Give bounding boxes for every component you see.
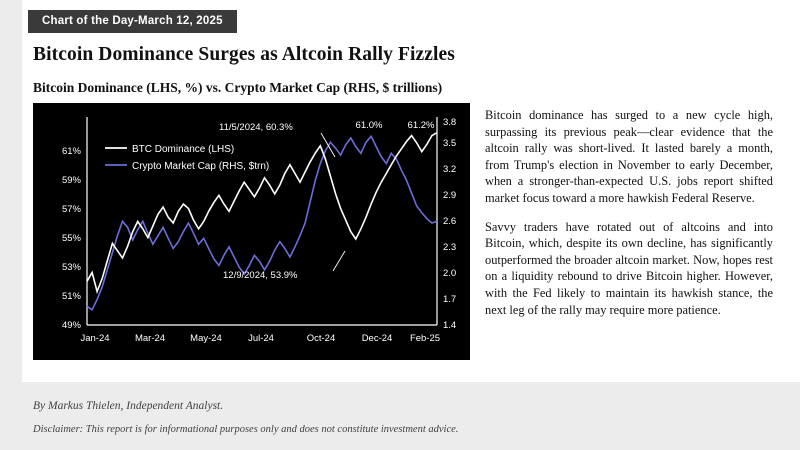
y-right-tick: 3.8 bbox=[443, 117, 457, 128]
y-left-tick: 59% bbox=[61, 175, 81, 186]
y-right-tick: 2.9 bbox=[443, 190, 457, 201]
y-right-tick: 1.4 bbox=[443, 320, 457, 331]
y-right-tick: 2.6 bbox=[443, 216, 457, 227]
commentary-paragraph-2: Savvy traders have rotated out of altcoins and into Bitcoin, which, despite its own decline, has significantly outperformed the broader altcoin market. Now, hopes rest on a liquidity rebound to drive Bitcoin higher. However, with the Fed likely to maintain its hawkish stance, the next leg of the rally may require more patience. bbox=[485, 219, 773, 317]
annotation-trough-dec: 12/9/2024, 53.9% bbox=[223, 270, 298, 281]
x-tick: Jan-24 bbox=[80, 333, 110, 344]
x-tick: May-24 bbox=[190, 333, 222, 344]
page-title: Bitcoin Dominance Surges as Altcoin Rally Fizzles bbox=[33, 44, 455, 65]
chart-background bbox=[33, 103, 470, 360]
y-right-tick: 2.3 bbox=[443, 242, 457, 253]
annotation-value-610: 61.0% bbox=[355, 120, 383, 131]
kicker-badge: Chart of the Day-March 12, 2025 bbox=[28, 10, 237, 33]
chart-panel bbox=[33, 103, 470, 360]
chart-svg bbox=[33, 103, 470, 360]
legend-label-market-cap: Crypto Market Cap (RHS, $trn) bbox=[132, 161, 270, 172]
x-tick: Jul-24 bbox=[248, 333, 274, 344]
annotation-peak-nov: 11/5/2024, 60.3% bbox=[219, 122, 293, 133]
x-tick: Mar-24 bbox=[134, 333, 166, 344]
y-right-tick: 1.7 bbox=[443, 294, 457, 305]
y-right-tick: 3.5 bbox=[443, 138, 457, 149]
x-axis-ticks bbox=[80, 333, 440, 344]
x-tick: Oct-24 bbox=[306, 333, 336, 344]
x-tick: Feb-25 bbox=[409, 333, 441, 344]
x-tick: Dec-24 bbox=[361, 333, 393, 344]
y-right-tick: 3.2 bbox=[443, 164, 457, 175]
y-left-tick: 61% bbox=[61, 146, 81, 157]
commentary-block bbox=[485, 107, 773, 330]
y-left-tick: 57% bbox=[61, 204, 81, 215]
y-right-tick: 2.0 bbox=[443, 268, 457, 279]
chart-subtitle: Bitcoin Dominance (LHS, %) vs. Crypto Market Cap (RHS, $ trillions) bbox=[33, 80, 443, 95]
annotation-value-612: 61.2% bbox=[407, 120, 435, 131]
commentary-paragraph-1: Bitcoin dominance has surged to a new cycle high, surpassing its previous peak—clear evidence that the altcoin rally was short-lived. It lasted barely a month, from Trump's election in November to early December, when a stronger-than-expected U.S. jobs report shifted market focus toward a more hawkish Federal Reserve. bbox=[485, 108, 773, 205]
y-left-tick: 55% bbox=[61, 233, 81, 244]
legend-label-btc-dominance: BTC Dominance (LHS) bbox=[132, 144, 235, 155]
byline: By Markus Thielen, Independent Analyst. bbox=[33, 400, 224, 412]
footer-band bbox=[0, 382, 800, 450]
y-left-tick: 53% bbox=[61, 262, 81, 273]
y-left-tick: 51% bbox=[61, 291, 81, 302]
y-left-tick: 49% bbox=[61, 320, 81, 331]
disclaimer: Disclaimer: This report is for informational purposes only and does not constitute investment advice. bbox=[33, 424, 459, 435]
